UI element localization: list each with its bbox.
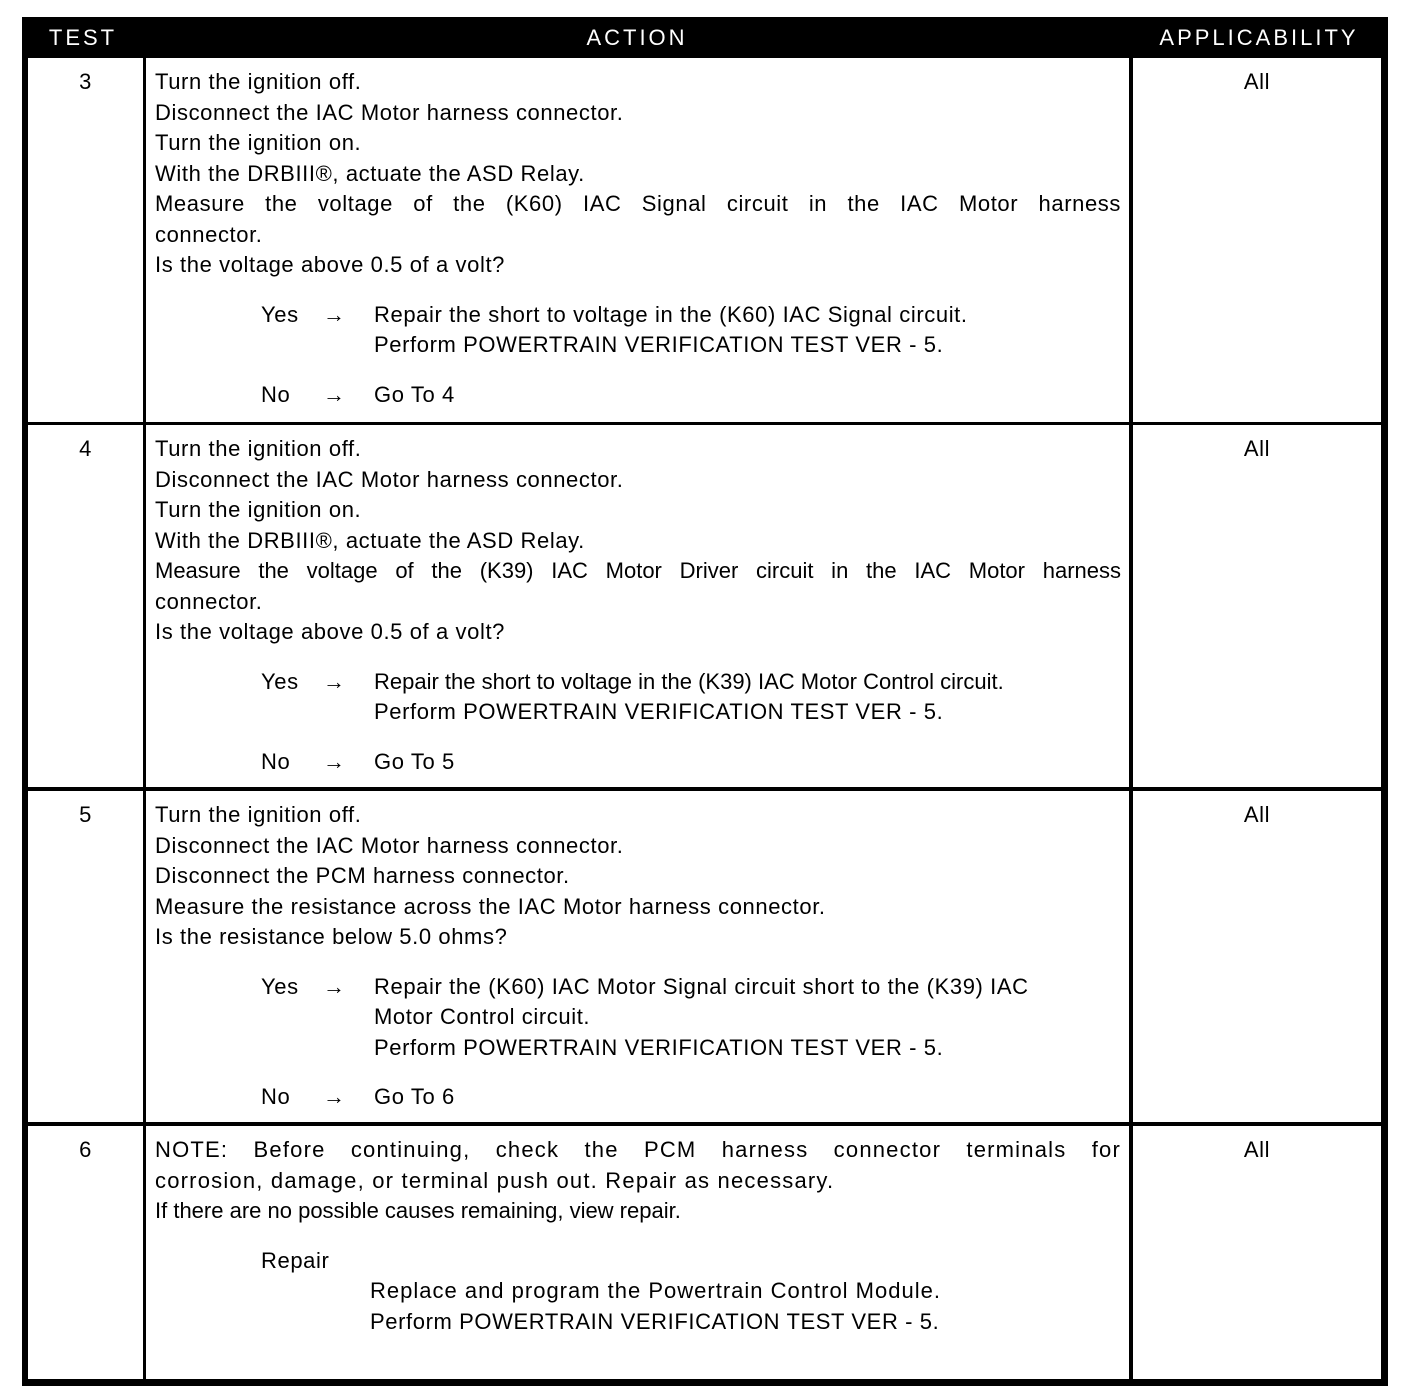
- table-header: [22, 17, 1388, 57]
- action-line: connector.: [155, 221, 263, 247]
- action-line: connector.: [155, 588, 263, 614]
- action-line: With the DRBIII®, actuate the ASD Relay.: [155, 160, 585, 186]
- repair-label: Repair: [261, 1247, 330, 1273]
- yes-text: Repair the (K60) IAC Motor Signal circuit short to the (K39) IAC: [374, 973, 1029, 999]
- yes-text: Motor Control circuit.: [374, 1004, 591, 1029]
- test-number: 3: [28, 58, 143, 422]
- arrow-right-icon: →: [323, 668, 346, 694]
- arrow-right-icon: →: [323, 1084, 346, 1109]
- no-option: [155, 747, 1121, 778]
- action-line: Turn the ignition off.: [155, 69, 362, 94]
- applicability-cell: All: [1133, 58, 1381, 422]
- action-cell: [146, 425, 1129, 787]
- no-label: No: [261, 748, 291, 774]
- applicability-cell: All: [1133, 791, 1381, 1122]
- note-line: corrosion, damage, or terminal push out. Repair as necessary.: [155, 1167, 835, 1193]
- applicability-cell: All: [1133, 425, 1381, 787]
- no-option: [155, 380, 1121, 411]
- action-cell: [146, 58, 1129, 422]
- action-cell: [146, 791, 1129, 1122]
- header-applicability: APPLICABILITY: [1159, 25, 1359, 50]
- action-line: Disconnect the IAC Motor harness connector.: [155, 832, 624, 858]
- yes-option: [155, 300, 1121, 331]
- arrow-right-icon: →: [323, 748, 346, 774]
- no-option: [155, 1082, 1121, 1113]
- diagnostic-table: [22, 17, 1388, 1386]
- yes-option: [155, 667, 1121, 698]
- yes-label: Yes: [261, 973, 299, 999]
- question-line: Is the voltage above 0.5 of a volt?: [155, 619, 506, 644]
- yes-text: Perform POWERTRAIN VERIFICATION TEST VER - 5.: [374, 699, 944, 724]
- action-line: Measure the voltage of the (K39) IAC Motor Driver circuit in the IAC Motor harness: [155, 558, 1121, 583]
- action-line: Turn the ignition on.: [155, 130, 362, 155]
- question-line: Is the resistance below 5.0 ohms?: [155, 924, 508, 949]
- action-line: Measure the resistance across the IAC Motor harness connector.: [155, 893, 826, 919]
- action-line: With the DRBIII®, actuate the ASD Relay.: [155, 527, 585, 553]
- action-line: If there are no possible causes remaining, view repair.: [155, 1198, 681, 1223]
- action-line: Disconnect the PCM harness connector.: [155, 863, 570, 888]
- arrow-right-icon: →: [323, 381, 346, 407]
- no-label: No: [261, 381, 291, 407]
- no-label: No: [261, 1084, 291, 1109]
- test-number: 4: [28, 425, 143, 787]
- yes-text: Perform POWERTRAIN VERIFICATION TEST VER - 5.: [374, 332, 944, 357]
- action-line: Turn the ignition on.: [155, 497, 362, 522]
- no-text: Go To 6: [374, 1084, 455, 1109]
- yes-text: Repair the short to voltage in the (K60) IAC Signal circuit.: [374, 301, 968, 327]
- yes-label: Yes: [261, 301, 299, 327]
- action-line: Measure the voltage of the (K60) IAC Signal circuit in the IAC Motor harness: [155, 191, 1121, 216]
- question-line: Is the voltage above 0.5 of a volt?: [155, 252, 506, 277]
- action-line: Disconnect the IAC Motor harness connector.: [155, 466, 624, 492]
- yes-label: Yes: [261, 668, 299, 694]
- yes-option: [155, 972, 1121, 1003]
- header-action: ACTION: [586, 25, 688, 50]
- action-line: Disconnect the IAC Motor harness connector.: [155, 99, 624, 125]
- repair-text: Replace and program the Powertrain Control Module.: [370, 1278, 941, 1303]
- yes-text: Repair the short to voltage in the (K39) IAC Motor Control circuit.: [374, 668, 1004, 694]
- note-line: NOTE: Before continuing, check the PCM harness connector terminals for: [155, 1137, 1121, 1162]
- header-test: TEST: [48, 25, 118, 50]
- action-line: Turn the ignition off.: [155, 436, 362, 461]
- yes-text: Perform POWERTRAIN VERIFICATION TEST VER - 5.: [374, 1034, 944, 1060]
- test-number: 6: [28, 1126, 143, 1379]
- arrow-right-icon: →: [323, 301, 346, 327]
- no-text: Go To 5: [374, 748, 455, 774]
- test-number: 5: [28, 791, 143, 1122]
- no-text: Go To 4: [374, 381, 455, 407]
- action-line: Turn the ignition off.: [155, 802, 362, 827]
- repair-text: Perform POWERTRAIN VERIFICATION TEST VER - 5.: [370, 1308, 940, 1334]
- action-cell: [146, 1126, 1129, 1379]
- applicability-cell: All: [1133, 1126, 1381, 1379]
- arrow-right-icon: →: [323, 973, 346, 999]
